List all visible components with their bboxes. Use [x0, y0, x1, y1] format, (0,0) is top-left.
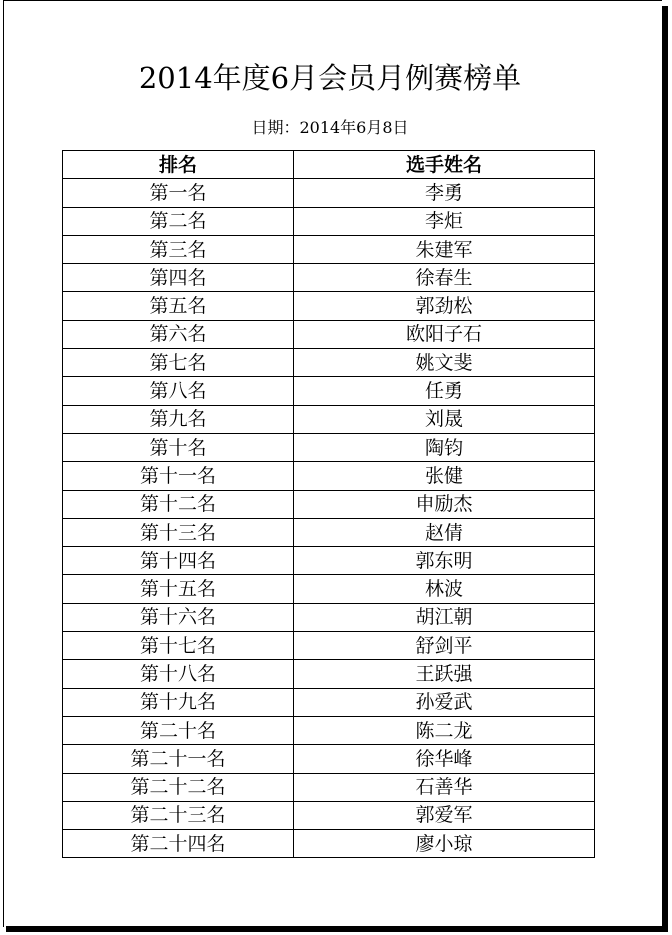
- table-row: [63, 377, 595, 405]
- player-name-cell: 朱建军: [294, 235, 595, 263]
- header-rank: 排名: [63, 151, 294, 179]
- player-name-cell: 舒剑平: [294, 632, 595, 660]
- player-name-cell: 郭东明: [294, 547, 595, 575]
- player-name-cell: 廖小琼: [294, 830, 595, 858]
- table-row: [63, 264, 595, 292]
- page-shadow-bottom: [6, 926, 668, 932]
- rank-cell: 第二十一名: [63, 745, 294, 773]
- rank-cell: 第十三名: [63, 518, 294, 546]
- rank-cell: 第三名: [63, 235, 294, 263]
- player-name-cell: 李炬: [294, 207, 595, 235]
- player-name-cell: 陶钧: [294, 433, 595, 461]
- player-name-cell: 王跃强: [294, 660, 595, 688]
- rank-cell: 第十九名: [63, 688, 294, 716]
- rank-cell: 第十七名: [63, 632, 294, 660]
- table-row: [63, 433, 595, 461]
- rank-cell: 第二十四名: [63, 830, 294, 858]
- table-row: [63, 547, 595, 575]
- header-player-name: 选手姓名: [294, 151, 595, 179]
- player-name-cell: 李勇: [294, 179, 595, 207]
- table-row: [63, 688, 595, 716]
- player-name-cell: 胡江朝: [294, 603, 595, 631]
- table-row: [63, 632, 595, 660]
- player-name-cell: 石善华: [294, 773, 595, 801]
- rank-cell: 第五名: [63, 292, 294, 320]
- rank-cell: 第十二名: [63, 490, 294, 518]
- rank-cell: 第十一名: [63, 462, 294, 490]
- table-row: [63, 603, 595, 631]
- player-name-cell: 陈二龙: [294, 716, 595, 744]
- rank-cell: 第二十二名: [63, 773, 294, 801]
- rank-cell: 第十名: [63, 433, 294, 461]
- rank-cell: 第二十名: [63, 716, 294, 744]
- table-row: [63, 292, 595, 320]
- page-title: 2014年度6月会员月例赛榜单: [138, 61, 522, 95]
- rank-cell: 第十五名: [63, 575, 294, 603]
- rank-cell: 第六名: [63, 320, 294, 348]
- rank-cell: 第四名: [63, 264, 294, 292]
- table-row: [63, 207, 595, 235]
- rank-cell: 第九名: [63, 405, 294, 433]
- table-row: [63, 179, 595, 207]
- table-row: [63, 490, 595, 518]
- player-name-cell: 任勇: [294, 377, 595, 405]
- rank-cell: 第二名: [63, 207, 294, 235]
- rank-cell: 第一名: [63, 179, 294, 207]
- table-row: [63, 235, 595, 263]
- rank-cell: 第十四名: [63, 547, 294, 575]
- ranking-table-body: [63, 179, 595, 858]
- table-row: [63, 349, 595, 377]
- table-row: [63, 773, 595, 801]
- table-row: [63, 575, 595, 603]
- rank-cell: 第十八名: [63, 660, 294, 688]
- page-shadow-right: [662, 6, 668, 932]
- event-date: 日期：2014年6月8日: [251, 118, 409, 137]
- player-name-cell: 林波: [294, 575, 595, 603]
- player-name-cell: 刘晟: [294, 405, 595, 433]
- player-name-cell: 姚文斐: [294, 349, 595, 377]
- table-row: [63, 320, 595, 348]
- rank-cell: 第十六名: [63, 603, 294, 631]
- rank-cell: 第二十三名: [63, 801, 294, 829]
- rank-cell: 第七名: [63, 349, 294, 377]
- player-name-cell: 欧阳子石: [294, 320, 595, 348]
- player-name-cell: 郭爱军: [294, 801, 595, 829]
- player-name-cell: 徐华峰: [294, 745, 595, 773]
- player-name-cell: 孙爱武: [294, 688, 595, 716]
- table-row: [63, 405, 595, 433]
- table-header-row: [63, 151, 595, 179]
- rank-cell: 第八名: [63, 377, 294, 405]
- player-name-cell: 郭劲松: [294, 292, 595, 320]
- table-row: [63, 830, 595, 858]
- player-name-cell: 徐春生: [294, 264, 595, 292]
- player-name-cell: 张健: [294, 462, 595, 490]
- player-name-cell: 申励杰: [294, 490, 595, 518]
- table-row: [63, 660, 595, 688]
- table-row: [63, 518, 595, 546]
- player-name-cell: 赵倩: [294, 518, 595, 546]
- ranking-table: [62, 150, 595, 858]
- table-row: [63, 745, 595, 773]
- table-row: [63, 801, 595, 829]
- table-row: [63, 716, 595, 744]
- table-row: [63, 462, 595, 490]
